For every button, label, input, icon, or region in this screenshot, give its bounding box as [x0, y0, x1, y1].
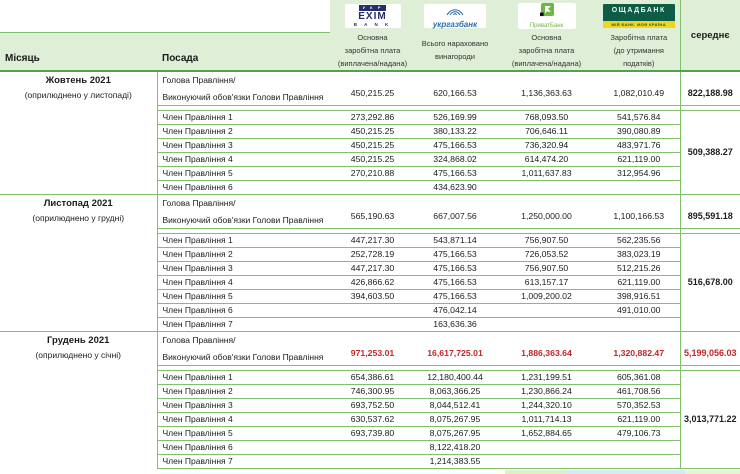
position-cell: Член Правління 4 [157, 152, 330, 166]
position-cell: Член Правління 5 [157, 289, 330, 303]
month-sublabel: (оприлюднено у листопаді) [24, 90, 132, 101]
oschadbank-tagline: МІЙ БАНК. МОЯ КРАЇНА [603, 21, 675, 28]
average-cell: 895,591.18 [680, 194, 740, 228]
table-row: Член Правління 1 654,386.61 12,180,400.44 1,231,199.51 605,361.08 3,013,771.22 [0, 370, 740, 384]
ukreximbank-logo-cell [330, 0, 415, 32]
position-cell: Член Правління 7 [157, 317, 330, 331]
column-header-row [0, 32, 740, 71]
table-row: Член Правління 7 1,214,383.55 [0, 454, 740, 468]
value-cell: 273,292.86 [330, 110, 415, 124]
ukrgasbank-flame-icon [446, 3, 464, 21]
month-label: Жовтень 2021 [45, 75, 111, 87]
table-row: Член Правління 5 270,210.88 475,166.53 1,011,637.83 312,954.96 [0, 166, 740, 180]
members-average-cell: 3,013,771.22 [680, 370, 740, 468]
table-row: Член Правління 6 8,122,418.20 [0, 440, 740, 454]
month-cell [0, 331, 157, 468]
average-column-header: середнє [680, 0, 740, 71]
value-cell: 768,093.50 [495, 110, 598, 124]
month-label: Грудень 2021 [47, 334, 110, 346]
members-average-cell: 516,678.00 [680, 233, 740, 331]
table-row: Член Правління 5 693,739.80 8,075,267.95 1,652,884.65 479,106.73 [0, 426, 740, 440]
oschadbank-logo-text: ОЩАДБАНК [611, 7, 666, 14]
table-row: Член Правління 4 450,215.25 324,868.02 614,474.20 621,119.00 [0, 152, 740, 166]
position-cell: Член Правління 4 [157, 412, 330, 426]
position-cell: Член Правління 3 [157, 261, 330, 275]
position-cell: Голова Правління/ Виконуючий обов'язки Голови Правління [157, 194, 330, 228]
privatbank-logo [518, 3, 576, 29]
position-cell: Член Правління 2 [157, 124, 330, 138]
logo-row [0, 0, 740, 32]
value-cell-alert: 16,617,725.01 [415, 331, 495, 365]
position-cell: Член Правління 5 [157, 166, 330, 180]
table-row [0, 331, 740, 365]
oschadbank-column-header: Заробітна плата (до утримання податків) [598, 32, 680, 71]
footer-patch [567, 470, 685, 474]
position-cell: Член Правління 4 [157, 275, 330, 289]
position-cell: Член Правління 6 [157, 303, 330, 317]
table-row: Член Правління 3 450,215.25 475,166.53 736,320.94 483,971.76 [0, 138, 740, 152]
position-cell: Голова Правління/ Виконуючий обов'язки Голови Правління [157, 331, 330, 365]
oschadbank-logo-cell [598, 0, 680, 32]
value-cell: 1,136,363.63 [495, 71, 598, 105]
ukrgasbank-column-header: Всього нараховано винагороди [415, 32, 495, 71]
position-cell: Член Правління 1 [157, 110, 330, 124]
privatbank-logo-text: ПриватБанк [529, 23, 564, 29]
ukrgasbank-logo-text: укргазбанк [432, 19, 478, 29]
top-left-blank [0, 0, 330, 32]
average-cell: 822,188.98 [680, 71, 740, 105]
month-cell [0, 194, 157, 331]
position-cell: Член Правління 3 [157, 398, 330, 412]
month-column-header: Місяць [0, 32, 157, 71]
ukreximbank-column-header: Основна заробітна плата (виплачена/надана) [330, 32, 415, 71]
table-row [0, 71, 740, 105]
table-row: Член Правління 6 434,623.90 [0, 180, 740, 194]
value-cell: 620,166.53 [415, 71, 495, 105]
value-cell-alert: 1,320,882.47 [598, 331, 680, 365]
value-cell-alert: 971,253.01 [330, 331, 415, 365]
position-cell: Член Правління 7 [157, 454, 330, 468]
table-row: Листопад 2021 (оприлюднено у грудні) Голова Правління/ Виконуючий обов'язки Голови Правління 565,190.63 667,007.56 1,250,000.00 1,100,166.53 895,591.18 [0, 194, 740, 228]
table-row: Член Правління 4 426,866.62 475,166.53 613,157.17 621,119.00 [0, 275, 740, 289]
members-average-cell: 509,388.27 [680, 110, 740, 194]
table-row: Член Правління 2 746,300.95 8,063,366.25 1,230,866.24 461,708.56 [0, 384, 740, 398]
oschadbank-logo [603, 4, 675, 28]
table-row: Член Правління 3 693,752.50 8,044,512.41 1,244,320.10 570,352.53 [0, 398, 740, 412]
month-sublabel: (оприлюднено у січні) [35, 349, 122, 360]
table-row: Член Правління 3 447,217.30 475,166.53 756,907.50 512,215.26 [0, 261, 740, 275]
position-cell: Член Правління 5 [157, 426, 330, 440]
ukreximbank-logo-text: У К Р [359, 5, 387, 11]
value-cell-alert: 1,886,363.64 [495, 331, 598, 365]
privatbank-column-header: Основна заробітна плата (виплачена/надана) [495, 32, 598, 71]
value-cell: 450,215.25 [330, 71, 415, 105]
ukrgasbank-logo-cell [415, 0, 495, 32]
position-cell: Член Правління 1 [157, 233, 330, 247]
table-row: Член Правління 7 163,636.36 [0, 317, 740, 331]
table-row: Член Правління 2 252,728.19 475,166.53 726,053.52 383,023.19 [0, 247, 740, 261]
ukrgasbank-logo [424, 4, 486, 28]
position-cell: Член Правління 2 [157, 384, 330, 398]
position-cell: Член Правління 1 [157, 370, 330, 384]
table-row: Член Правління 6 476,042.14 491,010.00 [0, 303, 740, 317]
position-cell: Член Правління 6 [157, 180, 330, 194]
table-row: Член Правління 2 450,215.25 380,133.22 706,646.11 390,080.89 [0, 124, 740, 138]
position-cell: Член Правління 3 [157, 138, 330, 152]
position-cell: Голова Правління/ Виконуючий обов'язки Голови Правління [157, 71, 330, 105]
footer-patch [505, 470, 567, 474]
month-label: Листопад 2021 [43, 197, 113, 209]
value-cell: 541,576.84 [598, 110, 680, 124]
position-column-header: Посада [157, 32, 330, 71]
value-cell: 1,082,010.49 [598, 71, 680, 105]
table-row: Член Правління 1 447,217.30 543,871.14 756,907.50 562,235.56 516,678.00 [0, 233, 740, 247]
average-cell-alert: 5,199,056.03 [680, 331, 740, 365]
privatbank-logo-cell [495, 0, 598, 32]
table-row: Член Правління 5 394,603.50 475,166.53 1,009,200.02 398,916.51 [0, 289, 740, 303]
table-row: Член Правління 4 630,537.62 8,075,267.95 1,011,714.13 621,119.00 [0, 412, 740, 426]
cropped-footer-strip [0, 469, 740, 474]
month-sublabel: (оприлюднено у грудні) [32, 212, 125, 223]
value-cell: 526,169.99 [415, 110, 495, 124]
position-cell: Член Правління 2 [157, 247, 330, 261]
privatbank-flag-icon [540, 3, 554, 22]
ukreximbank-logo: У К Р EXIM B A N K [345, 4, 401, 28]
footer-patch [685, 470, 740, 474]
month-cell [0, 71, 157, 194]
position-cell: Член Правління 6 [157, 440, 330, 454]
